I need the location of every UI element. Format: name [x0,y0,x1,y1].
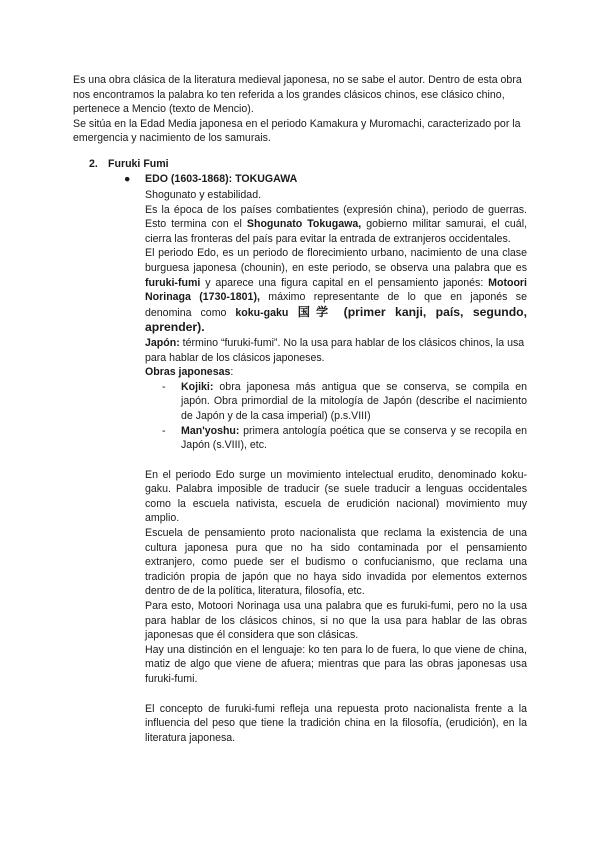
intro-paragraph-2: Se sitúa en la Edad Media japonesa en el periodo Kamakura y Muromachi, caracterizado por la emergencia y nacimiento de los samurais. [73,117,521,145]
body-paragraph-9: El concepto de furuki-fumi refleja una repuesta proto nacionalista frente a la influencia del peso que tiene la tradición china en la filosofía, (erudición), en la literatura japonesa. [145,702,527,744]
p3-bold-furuki: furuki-fumi [145,276,201,289]
p3-bold-kokugaku: koku-gaku [235,306,289,319]
obras-colon: : [230,366,234,379]
bullet-title: EDO (1603-1868): TOKUGAWA [145,173,298,185]
intro-section [73,73,529,146]
p4-text: término “furuki-fumi”. No la usa para hablar de los clásicos chinos, la usa para hablar de los clásicos japoneses. [145,336,525,364]
list-item-kojiki [145,380,527,424]
kojiki-text: obra japonesa más antigua que se conserva, se compila en japón. Obra primordial de la mitología de Japón (describe el nacimiento de Japón y de la casa imperial) (p.s.VIII) [181,380,527,422]
obras-label: Obras japonesas [145,366,231,379]
p2-bold-shogunato: Shogunato Tokugawa, [246,218,362,231]
body-paragraph-8: Hay una distinción en el lenguaje: ko ten para lo de fuera, lo que viene de china, matiz de algo que viene de afuera; mientras que para las obras japonesas usa furuki-fumi. [145,643,527,685]
body-paragraph-2 [145,203,527,247]
body-paragraph-6: Escuela de pensamiento proto nacionalista que reclama la existencia de una cultura japonesa pura que no ha sido contaminada por el pensamiento extranjero, como puede ser el budismo o confucianismo, que reclama una tradición propia de japón que no haya sido invadida por elementos externos dentro de de la política, literatura, filosofía, etc. [145,527,527,598]
section-body [145,188,527,745]
p3-text-a: El periodo Edo, es un periodo de florecimiento urbano, nacimiento de una clase burguesa japonesa (chounin), en este periodo, se observa una palabra que es [145,247,527,274]
manyoshu-text: primera antología poética que se conserva y se recopila en Japón (s.VIII), etc. [181,424,527,452]
body-paragraph-5: En el periodo Edo surge un movimiento intelectual erudito, denominado koku-gaku. Palabra imposible de traducir (se suele traducir a lenguas occidentales como la escuela nativista, escuela de erudición nacional) movimiento muy amplio. [145,468,527,525]
bullet-heading [124,172,297,187]
manyoshu-name: Man'yoshu: [181,424,240,437]
body-paragraph-7: Para esto, Motoori Norinaga usa una palabra que es furuki-fumi, pero no la usa para hablar de los clásicos chinos, si no que la usa para hablar de las obras japonesas que él considera que son clásicas. [145,600,527,642]
spacer [145,687,527,702]
p2-text-c: gobierno militar samurai, el cuál, cierra las fronteras del país para evitar la entrada de extranjeros occidentales. [145,218,527,245]
section-number: 2. [89,158,98,170]
dash-icon: - [162,424,166,437]
body-line-1: Shogunato y estabilidad. [145,189,262,201]
list-item-manyoshu [145,424,527,453]
body-paragraph-4 [145,336,527,365]
obras-list [145,380,527,453]
section-title: Furuki Fumi [108,158,169,170]
obras-label-line [145,365,527,380]
p3-text-e: máximo representante de lo que en japonés se denomina como [145,291,527,319]
p3-bold-motoori: Motoori Norinaga (1730-1801), [145,276,527,304]
dash-icon: - [162,380,166,393]
p3-text-c: y aparece una figura capital en el pensamiento japonés: [200,276,489,289]
body-paragraph-3 [145,246,527,336]
p3-bold-kanji: 国学 (primer kanji, país, segundo, aprender). [145,304,527,335]
spacer [145,453,527,468]
section-heading [89,157,169,172]
p2-text-a: Es la época de los países combatientes (expresión china), periodo de guerras. Esto termina con el [145,203,527,231]
p4-bold-japon: Japón: [145,336,180,349]
intro-paragraph-1: Es una obra clásica de la literatura medieval japonesa, no se sabe el autor. Dentro de esta obra nos encontramos la palabra ko ten referida a los grandes clásicos chinos, ese clásico chino, pertenece a Mencio (texto de Mencio). [73,74,522,116]
bullet-icon: ● [124,173,131,185]
kojiki-name: Kojiki: [181,380,214,393]
